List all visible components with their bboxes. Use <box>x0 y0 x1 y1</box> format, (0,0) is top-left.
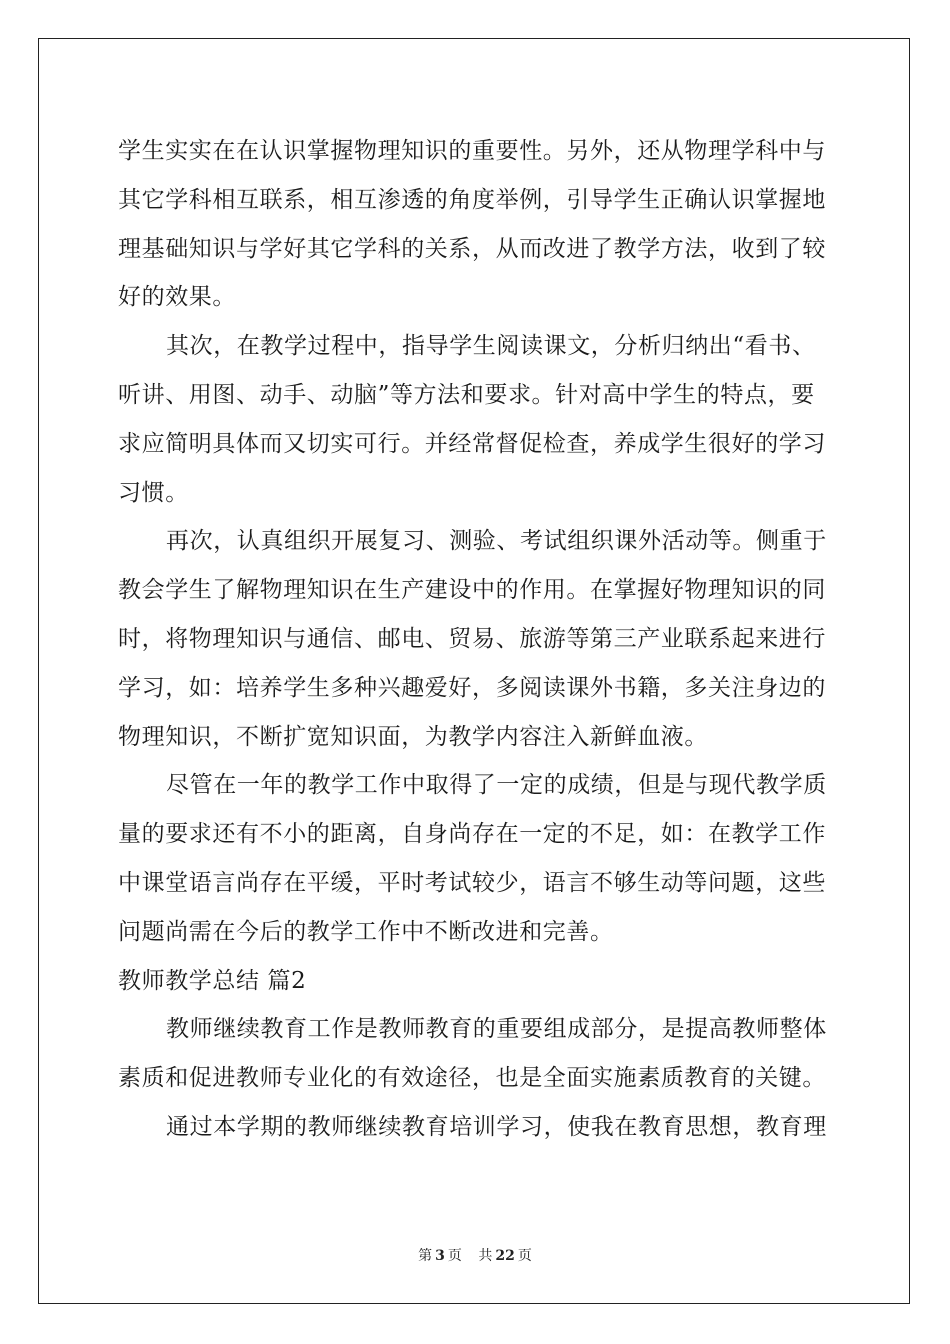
total-prefix: 共 <box>478 1248 493 1264</box>
total-pages: 22 <box>495 1248 515 1264</box>
text-line: 教会学生了解物理知识在生产建设中的作用。在掌握好物理知识的同 <box>118 577 826 604</box>
text-line: 其它学科相互联系，相互渗透的角度举例，引导学生正确认识掌握地 <box>118 186 826 213</box>
paragraph-start: 其次，在教学过程中，指导学生阅读课文，分析归纳出“看书、 <box>166 333 816 360</box>
page-number: 3 <box>435 1248 445 1264</box>
text-line: 素质和促进教师专业化的有效途径，也是全面实施素质教育的关键。 <box>118 1065 826 1092</box>
text-line: 学生实实在在认识掌握物理知识的重要性。另外，还从物理学科中与 <box>118 138 826 164</box>
text-line: 求应简明具体而又切实可行。并经常督促检查，养成学生很好的学习 <box>118 430 826 457</box>
total-suffix: 页 <box>517 1248 532 1264</box>
paragraph-start: 再次，认真组织开展复习、测验、考试组织课外活动等。侧重于 <box>166 528 827 555</box>
paragraph-start: 教师继续教育工作是教师教育的重要组成部分，是提高教师整体 <box>166 1016 827 1043</box>
text-line: 时，将物理知识与通信、邮电、贸易、旅游等第三产业联系起来进行 <box>118 625 826 652</box>
text-line: 中课堂语言尚存在平缓，平时考试较少，语言不够生动等问题，这些 <box>118 869 826 896</box>
section-heading: 教师教学总结 篇2 <box>118 967 307 994</box>
text-line: 理基础知识与学好其它学科的关系，从而改进了教学方法，收到了较 <box>118 235 826 262</box>
page-footer <box>0 1245 950 1265</box>
paragraph-start: 尽管在一年的教学工作中取得了一定的成绩，但是与现代教学质 <box>166 772 827 799</box>
text-line: 量的要求还有不小的距离，自身尚存在一定的不足，如：在教学工作 <box>118 821 826 848</box>
text-line: 好的效果。 <box>118 284 236 311</box>
text-line: 学习，如：培养学生多种兴趣爱好，多阅读课外书籍，多关注身边的 <box>118 674 826 701</box>
text-line: 听讲、用图、动手、动脑”等方法和要求。针对高中学生的特点，要 <box>118 381 815 408</box>
text-line: 习惯。 <box>118 479 189 506</box>
text-line: 问题尚需在今后的教学工作中不断改进和完善。 <box>118 918 614 945</box>
page-indicator <box>415 1248 465 1264</box>
paragraph-start: 通过本学期的教师继续教育培训学习，使我在教育思想，教育理 <box>166 1113 827 1140</box>
page-prefix: 第 <box>418 1248 433 1264</box>
document-body <box>118 127 838 1152</box>
text-line: 物理知识，不断扩宽知识面，为教学内容注入新鲜血液。 <box>118 723 708 750</box>
page-suffix: 页 <box>447 1248 462 1264</box>
total-indicator <box>475 1248 534 1264</box>
